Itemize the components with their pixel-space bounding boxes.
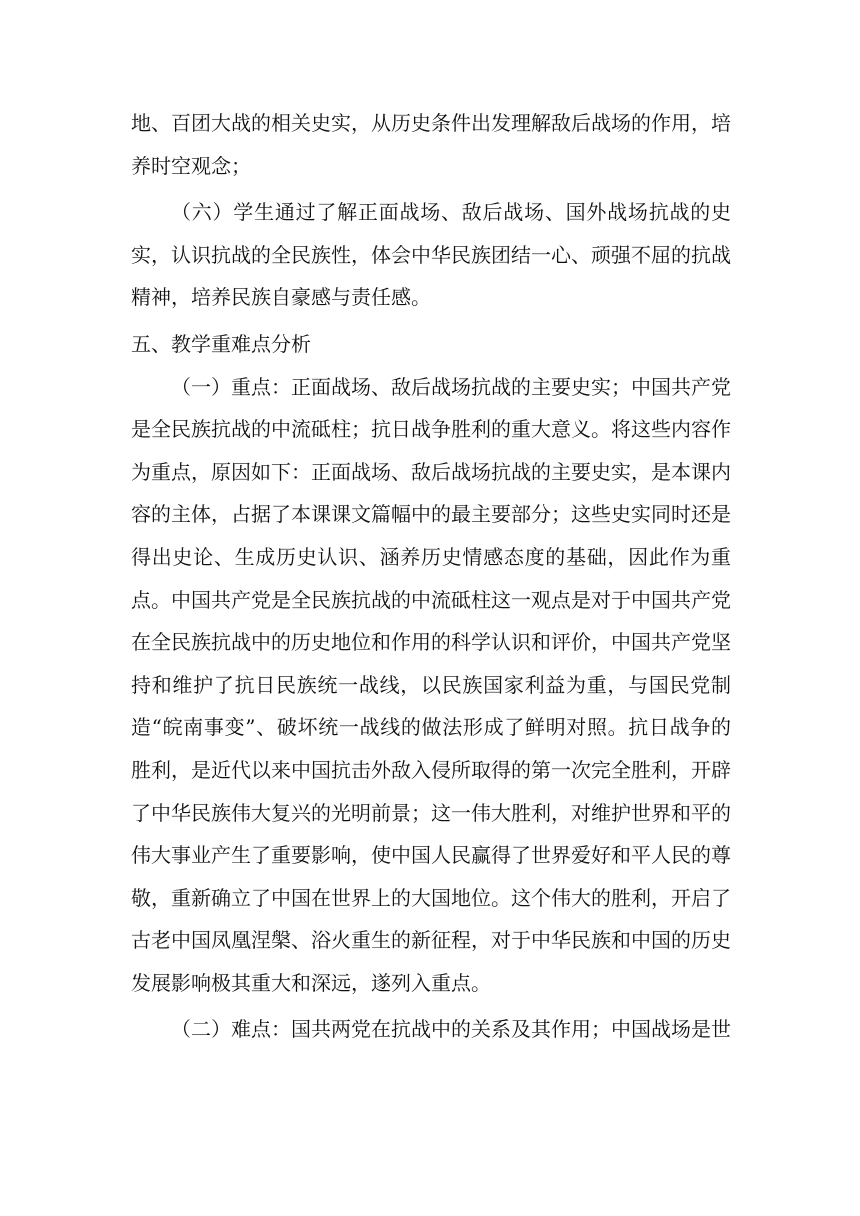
paragraph-continuation: 地、百团大战的相关史实，从历史条件出发理解敌后战场的作用，培养时空观念； — [131, 111, 731, 178]
paragraph-difficult-points: （二）难点：国共两党在抗战中的关系及其作用；中国战场是世 — [171, 1017, 731, 1042]
section-heading-five: 五、教学重难点分析 — [131, 331, 311, 356]
paragraph-key-points: （一）重点：正面战场、敌后战场抗战的主要史实；中国共产党是全民族抗战的中流砥柱；抗日战争胜利的重大意义。将这些内容作为重点，原因如下：正面战场、敌后战场抗战的主要史实，是本课内容的主体，占据了本课课文篇幅中的最主要部分；这些史实同时还是得出史论、生成历史认识、涵养历史情感态度的基础，因此作为重点。中国共产党是全民族抗战的中流砥柱这一观点是对于中国共产党在全民族抗战中的历史地位和作用的科学认识和评价，中国共产党坚持和维护了抗日民族统一战线，以民族国家利益为重，与国民党制造“皖南事变”、破坏统一战线的做法形成了鲜明对照。抗日战争的胜利，是近代以来中国抗击外敌入侵所取得的第一次完全胜利，开辟了中华民族伟大复兴的光明前景；这一伟大胜利，对维护世界和平的伟大事业产生了重要影响，使中国人民赢得了世界爱好和平人民的尊敬，重新确立了中国在世界上的大国地位。这个伟大的胜利，开启了古老中国凤凰涅槃、浴火重生的新征程，对于中华民族和中国的历史发展影响极其重大和深远，遂列入重点。 — [131, 374, 731, 995]
document-body — [131, 102, 731, 1051]
paragraph-objective-six: （六）学生通过了解正面战场、敌后战场、国外战场抗战的史实，认识抗战的全民族性，体会中华民族团结一心、顽强不屈的抗战精神，培养民族自豪感与责任感。 — [131, 200, 731, 310]
